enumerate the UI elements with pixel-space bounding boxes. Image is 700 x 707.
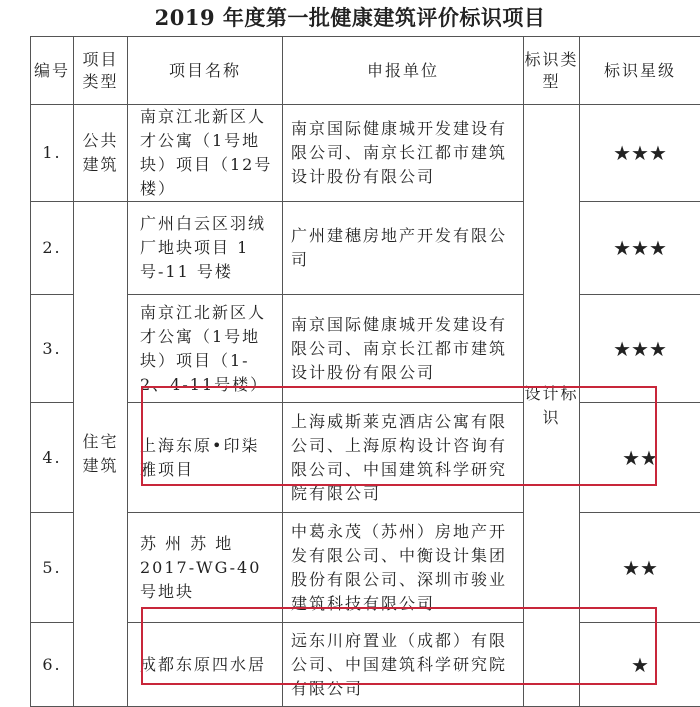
header-label-type: 标识类型 bbox=[524, 37, 580, 105]
document-title: 2019 年度第一批健康建筑评价标识项目 bbox=[0, 2, 700, 32]
applicant-unit: 远东川府置业（成都）有限公司、中国建筑科学研究院有限公司 bbox=[283, 623, 524, 707]
table-row bbox=[31, 202, 700, 295]
applicant-unit: 上海威斯莱克酒店公寓有限公司、上海原构设计咨询有限公司、中国建筑科学研究院有限公司 bbox=[283, 403, 524, 513]
label-type: 设计标识 bbox=[524, 105, 580, 707]
table-header-row bbox=[31, 37, 700, 105]
project-type: 公共建筑 bbox=[74, 105, 128, 202]
row-number: 2. bbox=[31, 202, 74, 295]
header-name: 项目名称 bbox=[128, 37, 283, 105]
row-number: 3. bbox=[31, 295, 74, 403]
project-name: 南京江北新区人才公寓（1号地块）项目（12号楼） bbox=[128, 105, 283, 202]
project-name: 苏 州 苏 地 2017-WG-40 号地块 bbox=[128, 513, 283, 623]
header-type: 项目类型 bbox=[74, 37, 128, 105]
star-rating: ★★ bbox=[580, 513, 700, 623]
star-rating: ★★ bbox=[580, 403, 700, 513]
highlight-box-row-4 bbox=[141, 386, 657, 486]
row-number: 6. bbox=[31, 623, 74, 707]
row-number: 4. bbox=[31, 403, 74, 513]
table-row bbox=[31, 513, 700, 623]
applicant-unit: 南京国际健康城开发建设有限公司、南京长江都市建筑设计股份有限公司 bbox=[283, 295, 524, 403]
applicant-unit: 中葛永茂（苏州）房地产开发有限公司、中衡设计集团股份有限公司、深圳市骏业建筑科技有限公司 bbox=[283, 513, 524, 623]
highlight-box-row-6 bbox=[141, 607, 657, 685]
applicant-unit: 广州建穗房地产开发有限公司 bbox=[283, 202, 524, 295]
header-stars: 标识星级 bbox=[580, 37, 700, 105]
project-name: 南京江北新区人才公寓（1号地块）项目（1-2、4-11号楼） bbox=[128, 295, 283, 403]
header-unit: 申报单位 bbox=[283, 37, 524, 105]
star-rating: ★ bbox=[580, 623, 700, 707]
star-rating: ★★★ bbox=[580, 202, 700, 295]
row-number: 1. bbox=[31, 105, 74, 202]
applicant-unit: 南京国际健康城开发建设有限公司、南京长江都市建筑设计股份有限公司 bbox=[283, 105, 524, 202]
row-number: 5. bbox=[31, 513, 74, 623]
project-name: 广州白云区羽绒厂地块项目 1 号-11 号楼 bbox=[128, 202, 283, 295]
project-name: 上海东原•印柒雅项目 bbox=[128, 403, 283, 513]
star-rating: ★★★ bbox=[580, 105, 700, 202]
header-num: 编号 bbox=[31, 37, 74, 105]
table-row bbox=[31, 105, 700, 202]
project-type-residential: 住宅建筑 bbox=[74, 202, 128, 707]
star-rating: ★★★ bbox=[580, 295, 700, 403]
project-name: 成都东原四水居 bbox=[128, 623, 283, 707]
